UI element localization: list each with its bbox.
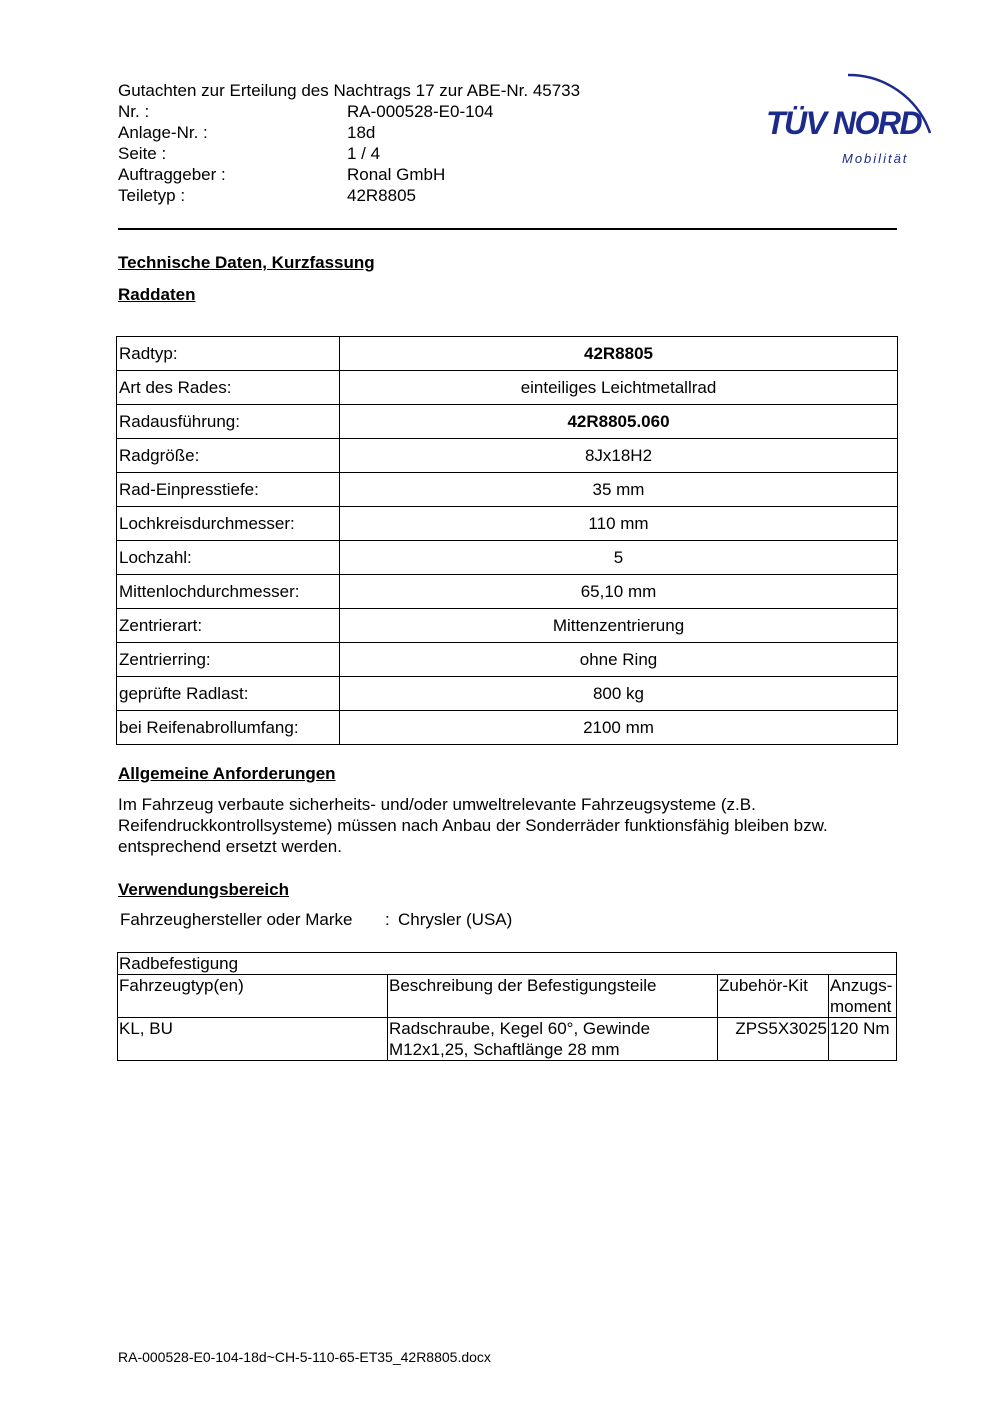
- column-header: Zubehör-Kit: [718, 975, 829, 1018]
- table-row: [117, 541, 898, 575]
- column-header: Fahrzeugtyp(en): [118, 975, 388, 1018]
- table-title-row: [118, 953, 897, 975]
- table-row: [117, 439, 898, 473]
- radbefestigung-title: Radbefestigung: [118, 953, 897, 975]
- raddaten-label: Zentrierring:: [117, 643, 340, 677]
- cell-anzugsmoment: 120 Nm: [829, 1018, 897, 1061]
- header-row-nr: [118, 101, 678, 122]
- raddaten-table: [116, 336, 898, 745]
- header-value: Ronal GmbH: [347, 165, 446, 184]
- raddaten-label: Mittenlochdurchmesser:: [117, 575, 340, 609]
- raddaten-value: 8Jx18H2: [340, 439, 898, 473]
- table-row: [117, 609, 898, 643]
- raddaten-value: ohne Ring: [340, 643, 898, 677]
- table-row: [117, 473, 898, 507]
- raddaten-value: 42R8805.060: [340, 405, 898, 439]
- raddaten-value: 800 kg: [340, 677, 898, 711]
- raddaten-value: Mittenzentrierung: [340, 609, 898, 643]
- header-row-anlage: [118, 122, 678, 143]
- raddaten-label: Radgröße:: [117, 439, 340, 473]
- radbefestigung-table: [117, 952, 897, 1061]
- header-label: Anlage-Nr. :: [118, 123, 208, 142]
- header-value: 1 / 4: [347, 144, 381, 163]
- header-value: 18d: [347, 123, 376, 142]
- cell-fahrzeugtyp: KL, BU: [118, 1018, 388, 1061]
- logo-brand: TÜV NORD: [766, 105, 922, 141]
- raddaten-value: 65,10 mm: [340, 575, 898, 609]
- column-header: Beschreibung der Befestigungsteile: [388, 975, 718, 1018]
- document-title: Gutachten zur Erteilung des Nachtrags 17 zur ABE-Nr. 45733: [118, 81, 581, 100]
- raddaten-label: geprüfte Radlast:: [117, 677, 340, 711]
- document-footer: RA-000528-E0-104-18d~CH-5-110-65-ET35_42R8805.docx: [118, 1349, 491, 1365]
- header-value: RA-000528-E0-104: [347, 102, 494, 121]
- table-row: [117, 507, 898, 541]
- header-label: Teiletyp :: [118, 186, 186, 205]
- raddaten-label: Lochkreisdurchmesser:: [117, 507, 340, 541]
- tuv-nord-logo: [760, 55, 950, 175]
- cell-zubehoer-kit: ZPS5X3025: [718, 1018, 829, 1061]
- raddaten-label: Radtyp:: [117, 337, 340, 371]
- raddaten-value: 5: [340, 541, 898, 575]
- header-row-teiletyp: [118, 185, 678, 206]
- raddaten-value: 35 mm: [340, 473, 898, 507]
- cell-beschreibung: Radschraube, Kegel 60°, Gewinde M12x1,25, Schaftlänge 28 mm: [388, 1018, 718, 1061]
- table-row: [117, 337, 898, 371]
- raddaten-value: 2100 mm: [340, 711, 898, 745]
- table-row: [118, 1018, 897, 1061]
- header-value: 42R8805: [347, 186, 417, 205]
- verwendung-separator: :: [385, 910, 390, 929]
- table-header-row: [118, 975, 897, 1018]
- table-row: [117, 405, 898, 439]
- section-title-technische-daten: Technische Daten, Kurzfassung: [118, 253, 375, 272]
- verwendung-row: [120, 909, 512, 930]
- table-row: [117, 677, 898, 711]
- raddaten-value: einteiliges Leichtmetallrad: [340, 371, 898, 405]
- allgemeine-paragraph: Im Fahrzeug verbaute sicherheits- und/oder umweltrelevante Fahrzeugsysteme (z.B. Reifendruckkontrollsysteme) müssen nach Anbau der Sonderräder funktionsfähig bleiben bzw. entsprechend ersetzt werden.: [118, 795, 828, 856]
- header-row-auftraggeber: [118, 164, 678, 185]
- verwendung-value: Chrysler (USA): [398, 910, 513, 929]
- table-row: [117, 643, 898, 677]
- header-label: Seite :: [118, 144, 167, 163]
- raddaten-label: bei Reifenabrollumfang:: [117, 711, 340, 745]
- table-row: [117, 371, 898, 405]
- logo-subtitle: Mobilität: [842, 151, 909, 166]
- section-title-verwendung: Verwendungsbereich: [118, 880, 289, 899]
- header-row-seite: [118, 143, 678, 164]
- header-divider: [118, 228, 897, 230]
- raddaten-label: Zentrierart:: [117, 609, 340, 643]
- raddaten-label: Radausführung:: [117, 405, 340, 439]
- document-header: [118, 80, 678, 206]
- header-label: Auftraggeber :: [118, 165, 226, 184]
- header-label: Nr. :: [118, 102, 150, 121]
- table-row: [117, 575, 898, 609]
- raddaten-label: Rad-Einpresstiefe:: [117, 473, 340, 507]
- section-title-allgemeine: Allgemeine Anforderungen: [118, 764, 336, 783]
- section-title-raddaten: Raddaten: [118, 285, 196, 304]
- table-row: [117, 711, 898, 745]
- column-header: Anzugs-moment: [829, 975, 897, 1018]
- raddaten-label: Art des Rades:: [117, 371, 340, 405]
- raddaten-value: 110 mm: [340, 507, 898, 541]
- raddaten-label: Lochzahl:: [117, 541, 340, 575]
- verwendung-label: Fahrzeughersteller oder Marke: [120, 910, 353, 929]
- raddaten-value: 42R8805: [340, 337, 898, 371]
